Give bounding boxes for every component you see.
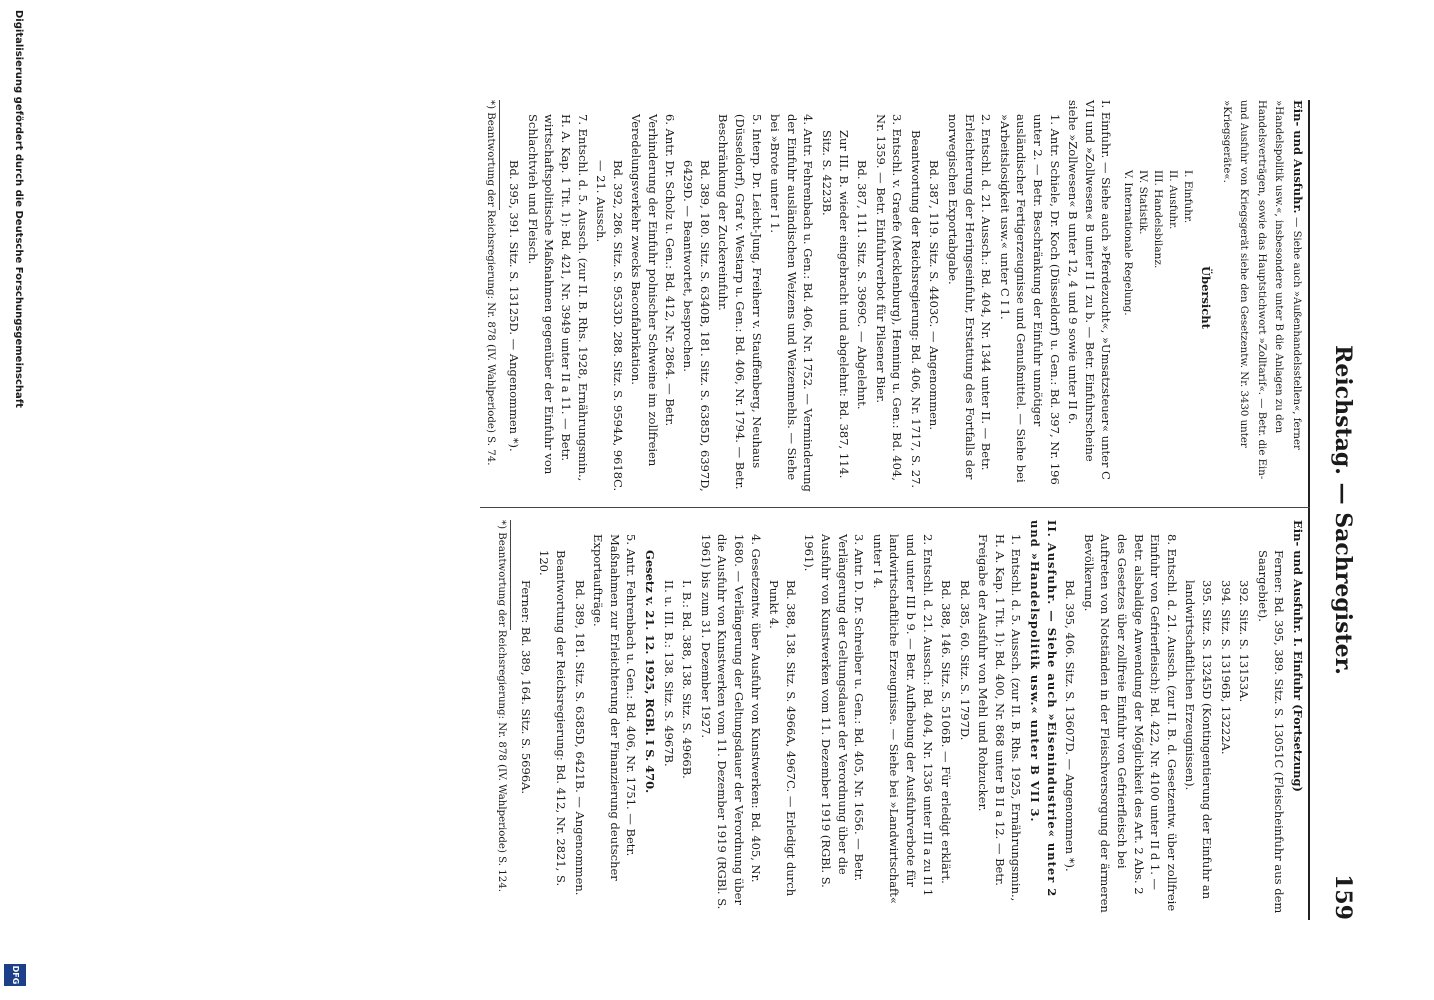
index-entry: Bd. 385, 60. Sitz. S. 1797D. bbox=[957, 580, 972, 741]
entry-heading: Ein- und Ausfuhr. bbox=[1291, 100, 1305, 214]
index-entry: 3. Antr. D. Dr. Schreiber u. Gen.: Bd. 405, Nr. 1656. — Betr. Verlängerung der Geltungsdauer der Verordnung über die Ausfuhr von Kunstwerken vom 11. Dezember 1919 (RGBl. S. 1961). bbox=[802, 534, 867, 888]
index-entry: Beantwortung der Reichsregierung: Bd. 406, Nr. 1717, S. 27. bbox=[908, 130, 923, 489]
page-header bbox=[1316, 100, 1356, 920]
index-entry: Bd. 389, 181. Sitz. S. 6385D, 6421B. — Angenommen. bbox=[572, 580, 587, 896]
index-entry: 2. Entschl. d. 21. Aussch.: Bd. 404, Nr. 1344 unter II. — Betr. Erleichterung der Heringseinfuhr, Erstattung des Fortfalls der norwegischen Exportabgabe. bbox=[946, 114, 994, 480]
overview-item: I. Einfuhr. bbox=[1182, 170, 1195, 224]
continuation-heading: Ein- und Ausfuhr. I. Einfuhr (Fortsetzung) bbox=[1291, 520, 1305, 792]
index-entry: Bd. 388, 146. Sitz. S. 5106B. — Für erledigt erklärt. bbox=[939, 580, 954, 884]
index-entry: II. u. III. B.: 138. Sitz. S. 4967B. bbox=[661, 580, 676, 767]
index-entry: Bd. 387, 119. Sitz. S. 4403C. — Angenommen. bbox=[927, 160, 942, 430]
column-divider bbox=[480, 507, 1310, 508]
credit-text: Digitalisierung gefördert durch die Deutsche Forschungsgemeinschaft bbox=[13, 10, 24, 408]
index-entry: Bd. 389, 180. Sitz. S. 6340B, 181. Sitz. S. 6385D, 6397D, 6429D. — Beantwortet, besprochen. bbox=[681, 160, 712, 492]
index-entry: 2. Entschl. d. 21. Aussch.: Bd. 404, Nr. 1336 unter III a zu II 1 und unter III b 9. — Betr. Aufhebung der Ausfuhrverbote für landwirtschaftliche Erzeugnisse. — Siehe bei »Landwirtschaft« unter I 4. bbox=[870, 534, 935, 904]
page-number: 159 bbox=[1330, 874, 1356, 920]
header-rule bbox=[1308, 100, 1310, 920]
index-entry: 8. Entschl. d. 21. Aussch. (zur II. B. d. Gesetzentw. über zollfreie Einfuhr von Gefrierfleisch): Bd. 422, Nr. 4100 unter II d 1. — Betr. alsbaldige Anwendung der Möglichkeit des Art. 2 Abs. 2 des Gesetzes über zollfreie Einfuhr von Gefrierfleisch bei Auftreten von Notständen in der Fleischversorgung der ärmeren Bevölkerung. bbox=[1081, 534, 1179, 913]
left-column bbox=[481, 100, 1306, 495]
index-entry: 395. Sitz. S. 13245D (Kontingentierung der Einfuhr an landwirtschaftlichen Erzeugnissen). bbox=[1183, 580, 1215, 900]
footnote-rule bbox=[510, 520, 511, 630]
overview-item: V. Internationale Regelung. bbox=[1122, 170, 1135, 316]
index-entry: I. Einfuhr. — Siehe auch »Pferdezucht«, »Umsatzsteuer« unter C VII und »Zollwesen« B unter II 1 zu b. — Betr. Einfuhrscheine siehe »Zollwesen« B unter 12, 4 und 9 sowie unter II 6. bbox=[1066, 100, 1114, 480]
right-column bbox=[492, 520, 1306, 915]
index-entry: Ferner: Bd. 395, 389. Sitz. S. 13051C (Fleischeinfuhr aus dem Saargebiet). bbox=[1255, 550, 1287, 914]
index-entry: Bd. 388, 138. Sitz. S. 4966A, 4967C. — Erledigt durch Punkt 4. bbox=[767, 580, 798, 897]
index-entry: Zur III. B. wieder eingebracht und abgelehnt: Bd. 387, 114. Sitz. S. 4223B. bbox=[819, 130, 851, 479]
index-entry: 7. Entschl. d. 5. Aussch. (zur II. B. Rhs. 1928, Ernährungsmin., H. A. Kap. 1 Tit. 1): Bd. 421, Nr. 3949 unter II a 11. — Betr. wirtschaftspolitische Maßnahmen gegenüber der Einfuhr von Schlachtvieh und Fleisch. bbox=[525, 114, 590, 482]
digitization-credit bbox=[0, 0, 30, 1000]
index-entry: 394. Sitz. S. 13196B, 13222A. bbox=[1218, 580, 1233, 755]
overview-title: Übersicht bbox=[1199, 266, 1214, 329]
index-entry: 3. Entschl. v. Graefe (Mecklenburg), Henning u. Gen.: Bd. 404, Nr. 1359. — Betr. Einfuhrverbot für Pilsener Bier. bbox=[873, 114, 905, 481]
index-entry: I. B.: Bd. 388, 138. Sitz. S. 4966B. bbox=[680, 580, 695, 779]
running-title: Reichstag. — Sachregister. bbox=[1330, 345, 1356, 675]
index-entry: 392. Sitz. S. 13153A. bbox=[1237, 580, 1252, 703]
index-entry: 4. Antr. Fehrenbach u. Gen.: Bd. 406, Nr. 1752. — Verminderung der Einfuhr ausländischen Weizens und Weizenmehls. — Siehe bei »Brote unter I 1. bbox=[768, 114, 816, 492]
index-entry: Bd. 395, 391. Sitz. S. 13125D. — Angenommen *). bbox=[507, 160, 522, 452]
overview-item: III. Handelsbilanz. bbox=[1152, 170, 1165, 269]
footnote: *) Beantwortung der Reichsregierung: Nr. 878 (IV. Wahlperiode) S. 124. bbox=[496, 520, 508, 892]
entry-intro: — Siehe auch »Außenhandelsstellen«, ferner »Handelspolitik usw.«, insbesondere unter B die Anlagen zu den Handelsverträgen, sowie das Hauptstichwort »Zolltarif«. — Betr. die Ein- und Ausfuhr von Kriegsgerät siehe den Gesetzentw. Nr. 3430 unter »Kriegsgeräte«. bbox=[1220, 100, 1302, 480]
index-entry: 6. Antr. Dr. Scholz u. Gen.: Bd. 412, Nr. 2864. — Betr. Verhinderung der Einfuhr polnischer Schweine im zollfreien Veredelungsverkehr zwecks Baconfabrikation. bbox=[629, 114, 677, 467]
index-entry: Bd. 387, 111. Sitz. S. 3969C. — Abgelehnt. bbox=[855, 160, 870, 410]
index-entry: 4. Gesetzentw. über Ausfuhr von Kunstwerken: Bd. 405, Nr. 1680. — Verlängerung der Geltungsdauer der Verordnung über die Ausfuhr von Kunstwerken vom 11. Dezember 1919 (RGBl. S. 1961) bis zum 31. Dezember 1927. bbox=[698, 534, 763, 910]
overview-item: II. Ausfuhr. bbox=[1167, 170, 1180, 230]
overview-item: IV. Statistik. bbox=[1137, 170, 1150, 235]
index-entry: Bd. 395, 406. Sitz. S. 13607D. — Angenommen *). bbox=[1063, 580, 1078, 872]
index-entry: 1. Antr. Schiele, Dr. Koch (Düsseldorf) u. Gen.: Bd. 397, Nr. 196 unter 2. — Betr. Beschränkung der Einfuhr unnötiger ausländischer Fertigerzeugnisse und Genußmittel. — Siehe bei »Arbeitslosigkeit usw.« unter C I 1. bbox=[997, 114, 1062, 485]
section-heading: II. Ausfuhr. — Siehe auch »Eisenindustrie« unter 2 und »Handelspolitik usw.« unter B VII 3. bbox=[1028, 520, 1059, 898]
index-entry: Gesetz v. 21. 12. 1925, RGBl. I S. 470. bbox=[643, 550, 658, 794]
overview bbox=[1120, 100, 1214, 495]
dfg-logo: DFG bbox=[4, 964, 26, 986]
footnote: *) Beantwortung der Reichsregierung: Nr. 878 (IV. Wahlperiode) S. 74. bbox=[484, 100, 496, 466]
index-entry: 5. Interp. Dr. Leicht-Jung, Freiherr v. Stauffenberg, Neuhaus (Düsseldorf), Graf v. Westarp u. Gen.: Bd. 406, Nr. 1794. — Betr. Beschränkung der Zuckereinfuhr. bbox=[716, 114, 764, 490]
index-entry: 5. Antr. Fehrenbach u. Gen.: Bd. 406, Nr. 1751. — Betr. Maßnahmen zur Erleichterung der Finanzierung deutscher Exportaufträge. bbox=[591, 534, 639, 881]
index-entry: Beantwortung der Reichsregierung: Bd. 412, Nr. 2821, S. 120. bbox=[537, 550, 569, 887]
index-entry: 1. Entschl. d. 5. Aussch. (zur II. B. Rhs. 1925, Ernährungsmin., H. A. Kap. 1 Tit. 1): Bd. 400, Nr. 868 unter B II a 12. — Betr. Freigabe der Ausfuhr von Mehl und Rohzucker. bbox=[976, 534, 1024, 902]
footnote-rule bbox=[499, 100, 500, 210]
index-entry: Bd. 392, 286. Sitz. S. 9533D. 288. Sitz. S. 9594A, 9618C. — 21. Aussch. bbox=[594, 160, 625, 492]
index-entry: Ferner: Bd. 389, 164. Sitz. S. 5696A. bbox=[518, 580, 533, 795]
